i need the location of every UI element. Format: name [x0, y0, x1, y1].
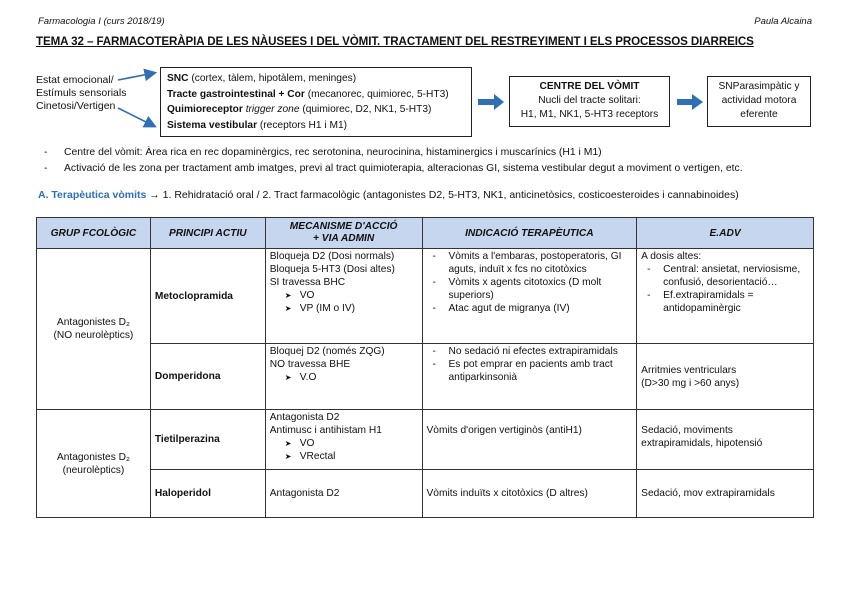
source-detail: (quimiorec, D2, NK1, 5-HT3)	[299, 104, 432, 115]
section-a-label: A. Terapèutica vòmits	[38, 189, 147, 201]
via-item: ➤ VRectal	[270, 450, 418, 463]
drug-name: Tietilperazina	[150, 410, 265, 470]
via-item: ➤ VO	[270, 437, 418, 450]
source-detail: (cortex, tàlem, hipotàlem, meninges)	[188, 73, 357, 84]
indication-cell	[422, 249, 637, 344]
source-item	[167, 71, 465, 87]
vomit-centre-box	[509, 76, 670, 127]
mechanism-line: Antagonista D2	[269, 412, 340, 423]
adverse-item: - Central: ansietat, nerviosisme, confusió, desorientació…	[641, 263, 809, 289]
via-list	[270, 437, 418, 463]
title-number: TEMA 32	[36, 35, 84, 48]
mechanism-cell	[265, 410, 422, 470]
drug-table	[36, 217, 814, 518]
adverse-item: - Ef.extrapiramidals = antidopaminèrgic	[641, 289, 809, 315]
source-name: SNC	[167, 73, 189, 84]
mechanism-line: SI travessa BHC	[269, 277, 346, 288]
indication-item: - Vòmits x agents citotoxics (D molt superiors)	[427, 276, 633, 302]
adverse-head: A dosis altes:	[641, 251, 702, 262]
source-item	[167, 87, 465, 103]
mechanism-line: Bloquej D2 (només ZQG)	[269, 346, 385, 357]
adverse-line: Sedació, moviments	[641, 425, 733, 436]
section-a-heading	[38, 189, 739, 201]
block-arrow-to-centre	[478, 94, 504, 110]
header-author: Paula Alcaina	[754, 16, 812, 27]
group-subname: (neurolèptics)	[62, 464, 125, 476]
mechanism-line: Antimusc i antihistam H1	[269, 425, 382, 436]
adverse-list	[641, 263, 809, 315]
note-text: Activació de les zona per tractament amb imatges, previ al tract quimioterapia, alteracionas GI, sistema vestibular degut a moviment o vertigen, etc.	[64, 163, 743, 174]
indication-item: - No sedació ni efectes extrapiramidals	[427, 345, 633, 358]
block-arrow-to-effector	[677, 94, 703, 110]
via-item: ➤ VO	[270, 289, 418, 302]
table-row	[37, 249, 814, 344]
adverse-cell: Sedació, mov extrapiramidals	[637, 470, 814, 518]
vomit-stimuli-list	[36, 74, 126, 113]
notes-list	[44, 145, 743, 177]
adverse-line: Arritmies ventriculars	[641, 364, 737, 376]
indication-list	[427, 345, 633, 384]
indication-item: - Atac agut de migranya (IV)	[427, 302, 633, 315]
indication-item: - Vòmits a l'embaras, postoperatoris, GI aguts, induït x fcs no citotòxics	[427, 250, 633, 276]
source-name: Quimioreceptor	[167, 104, 243, 115]
adverse-cell	[637, 249, 814, 344]
group-cell	[37, 410, 151, 518]
effector-box	[707, 76, 811, 127]
effector-line: SNParasimpàtic y	[718, 81, 800, 92]
via-item: ➤ V.O	[270, 371, 418, 384]
table-header-row	[37, 218, 814, 249]
via-item: ➤ VP (IM o IV)	[270, 302, 418, 315]
mechanism-line: NO travessa BHE	[269, 359, 351, 370]
header-course: Farmacologia I (curs 2018/19)	[38, 16, 165, 27]
drug-name: Haloperidol	[150, 470, 265, 518]
table-row	[37, 344, 814, 410]
indication-item: - Es pot emprar en pacients amb tract antiparkinsonià	[427, 358, 633, 384]
mechanism-cell	[265, 249, 422, 344]
table-row	[37, 470, 814, 518]
mechanism-line: Bloqueja 5-HT3 (Dosi altes)	[269, 264, 395, 275]
note-text: Centre del vòmit: Àrea rica en rec dopaminèrgics, rec serotonina, neurocinina, histaminergics i muscarínics (H1 i M1)	[64, 147, 602, 158]
group-cell	[37, 249, 151, 410]
adverse-line: (D>30 mg i >60 anys)	[641, 377, 740, 389]
section-a-text: → 1. Rehidratació oral / 2. Tract farmacològic (antagonistes D2, 5-HT3, NK1, anticinetòsics, costicoesteroides i cannabinoides)	[146, 189, 739, 201]
source-detail: (receptors H1 i M1)	[257, 119, 348, 131]
vomit-centre-title: CENTRE DEL VÒMIT	[539, 81, 640, 92]
vomit-centre-line: H1, M1, NK1, 5-HT3 receptors	[520, 109, 659, 120]
stimulus-item: Estat emocional/	[36, 74, 114, 86]
source-italic: trigger zone	[242, 104, 300, 115]
drug-name: Domperidona	[150, 344, 265, 410]
vomit-sources-box	[160, 67, 472, 137]
source-name: Sistema vestibular	[167, 119, 258, 131]
vomit-centre-line: Nucli del tracte solitari:	[538, 95, 641, 106]
title-text: FARMACOTERÀPIA DE LES NÀUSEES I DEL VÒMIT. TRACTAMENT DEL RESTREYIMENT I ELS PROCESSOS DIARREICS	[96, 35, 754, 48]
via-list	[270, 371, 418, 384]
indication-cell: Vòmits d'origen vertiginòs (antiH1)	[422, 410, 637, 470]
note-item: - Centre del vòmit: Àrea rica en rec dopaminèrgics, rec serotonina, neurocinina, histaminergics i muscarínics (H1 i M1)	[44, 147, 602, 158]
stimulus-item: Estímuls sensorials	[36, 87, 127, 99]
indication-list	[427, 250, 633, 315]
source-item	[167, 102, 465, 118]
col-header-drug: PRINCIPI ACTIU	[150, 218, 265, 249]
effector-line: actividad motora	[721, 95, 797, 106]
col-header-mechanism: MECANISME D'ACCIÓ + VIA ADMIN	[265, 218, 422, 249]
adverse-line: extrapiramidals, hipotensió	[641, 438, 763, 449]
group-subname: (NO neurolèptics)	[53, 330, 134, 341]
note-item: - Activació de les zona per tractament amb imatges, previ al tract quimioterapia, alteracionas GI, sistema vestibular degut a moviment o vertigen, etc.	[44, 163, 743, 174]
mechanism-cell: Antagonista D2	[265, 470, 422, 518]
effector-line: eferente	[740, 109, 778, 120]
mechanism-cell	[265, 344, 422, 410]
adverse-cell	[637, 410, 814, 470]
page-title: TEMA 32 – FARMACOTERÀPIA DE LES NÀUSEES I DEL VÒMIT. TRACTAMENT DEL RESTREYIMENT I ELS PROCESSOS DIARREICS	[36, 35, 754, 48]
source-name: Tracte gastrointestinal + Cor	[167, 88, 305, 100]
col-header-indication: INDICACIÓ TERAPÈUTICA	[422, 218, 637, 249]
group-name: Antagonistes D₂	[56, 451, 130, 463]
source-item	[167, 118, 465, 134]
col-header-group: GRUP FCOLÒGIC	[37, 218, 151, 249]
via-list	[270, 289, 418, 315]
group-name: Antagonistes D₂	[56, 317, 130, 328]
adverse-cell	[637, 344, 814, 410]
indication-cell	[422, 344, 637, 410]
table-row	[37, 410, 814, 470]
col-header-adverse: E.ADV	[637, 218, 814, 249]
source-detail: (mecanorec, quimiorec, 5-HT3)	[304, 88, 449, 100]
stimulus-item: Cinetosi/Vertigen	[36, 100, 116, 112]
drug-name: Metoclopramida	[150, 249, 265, 344]
mechanism-line: Bloqueja D2 (Dosi normals)	[269, 251, 395, 262]
indication-cell: Vòmits induïts x citotòxics (D altres)	[422, 470, 637, 518]
